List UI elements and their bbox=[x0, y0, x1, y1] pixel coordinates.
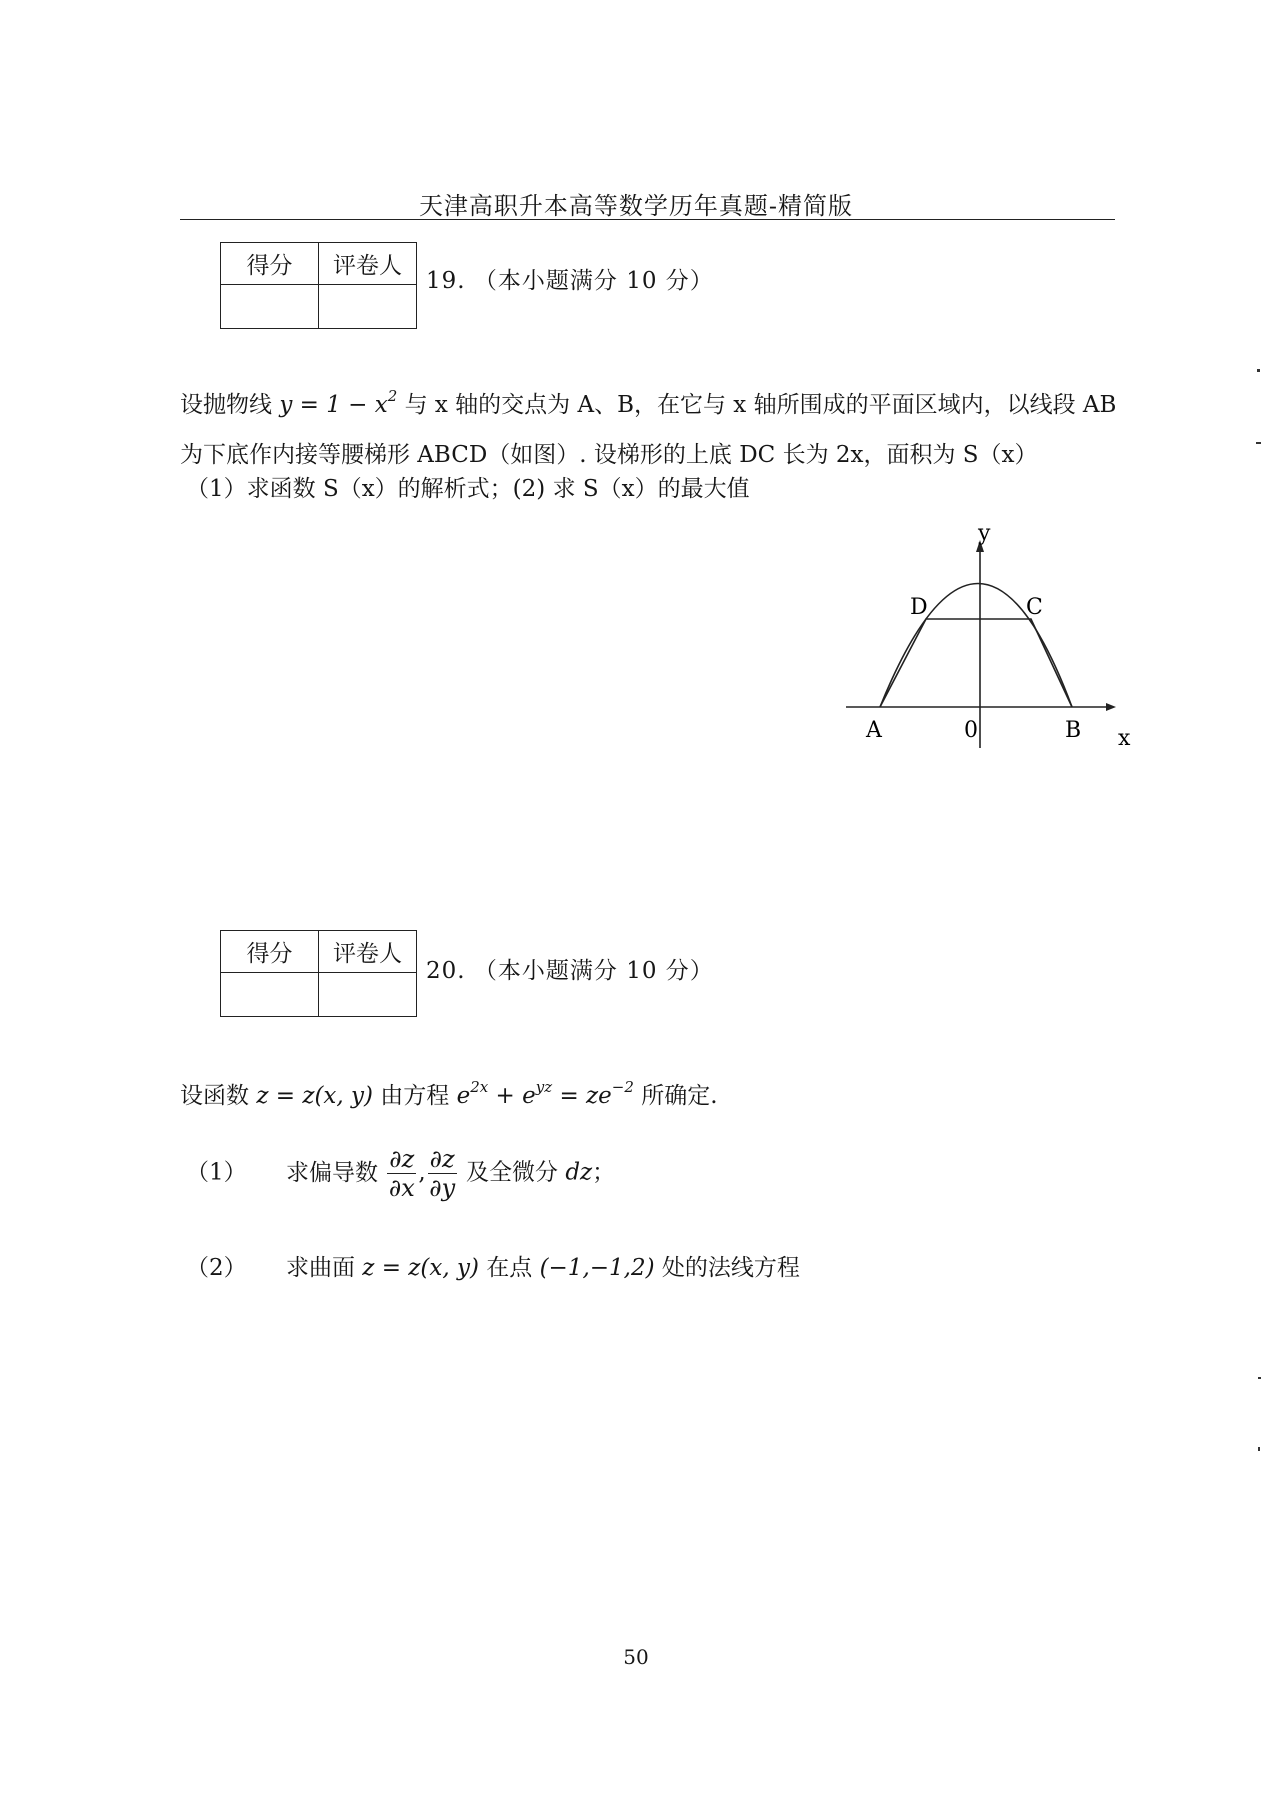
scan-speck bbox=[1257, 369, 1260, 372]
surface-z: z = z(x, y) bbox=[362, 1255, 479, 1281]
label-y: y bbox=[978, 521, 991, 546]
header-rule bbox=[180, 219, 1115, 220]
label-b: B bbox=[1065, 718, 1082, 743]
fraction-denominator: ∂x bbox=[388, 1174, 415, 1202]
page-number: 50 bbox=[623, 1645, 649, 1669]
scan-speck bbox=[1258, 1447, 1260, 1451]
score-cell bbox=[221, 973, 319, 1017]
question-19-heading: 19. （本小题满分 10 分） bbox=[426, 268, 714, 294]
label-a: A bbox=[866, 718, 882, 743]
q19-line-1 bbox=[180, 389, 1116, 417]
q20-intro-prefix: 设函数 bbox=[180, 1083, 249, 1109]
parabola-equation: y = 1 − x bbox=[279, 392, 388, 418]
fraction-numerator: ∂z bbox=[429, 1145, 455, 1173]
score-cell bbox=[221, 285, 319, 329]
q20-part-2 bbox=[186, 1257, 800, 1280]
trapezoid-figure bbox=[840, 520, 1140, 760]
part1-text: 求偏导数 bbox=[285, 1159, 378, 1186]
part2-mid: 在点 bbox=[486, 1255, 533, 1281]
q19-line1-suffix: 与 x 轴的交点为 A、B，在它与 x 轴所围成的平面区域内，以线段 AB bbox=[404, 392, 1117, 418]
part2-label: （2） bbox=[186, 1255, 247, 1281]
grader-cell bbox=[319, 973, 417, 1017]
scan-speck bbox=[1256, 442, 1261, 444]
page-header-title: 天津高职升本高等数学历年真题-精简版 bbox=[418, 192, 854, 220]
partial-z-x-fraction bbox=[387, 1145, 416, 1202]
fraction-denominator: ∂y bbox=[429, 1174, 456, 1202]
function-z: z = z(x, y) bbox=[256, 1083, 373, 1109]
exp-e3-power: −2 bbox=[611, 1078, 634, 1096]
fraction-comma: , bbox=[418, 1159, 426, 1186]
score-header: 得分 bbox=[221, 931, 319, 973]
total-differential: dz bbox=[565, 1159, 593, 1186]
exp-eq-ze: = ze bbox=[552, 1083, 612, 1109]
partial-z-y-fraction bbox=[428, 1145, 457, 1202]
part2-suffix: 处的法线方程 bbox=[661, 1255, 800, 1281]
label-c: C bbox=[1026, 595, 1043, 620]
score-table-q19 bbox=[220, 242, 417, 329]
label-origin: 0 bbox=[964, 718, 978, 743]
q20-intro bbox=[180, 1080, 718, 1108]
x-axis-arrow bbox=[1106, 703, 1116, 711]
q19-line-3: （1）求函数 S（x）的解析式；(2) 求 S（x）的最大值 bbox=[186, 476, 750, 502]
grader-header: 评卷人 bbox=[319, 243, 417, 285]
q20-part-1 bbox=[186, 1145, 615, 1202]
score-header: 得分 bbox=[221, 243, 319, 285]
fraction-numerator: ∂z bbox=[389, 1145, 415, 1173]
parabola-exponent: 2 bbox=[387, 387, 398, 405]
question-20-heading: 20. （本小题满分 10 分） bbox=[426, 958, 714, 984]
part2-text: 求曲面 bbox=[285, 1255, 355, 1281]
part1-suffix: 及全微分 bbox=[466, 1159, 559, 1186]
part1-end: ； bbox=[592, 1159, 616, 1186]
grader-cell bbox=[319, 285, 417, 329]
exp-e1: e bbox=[456, 1083, 471, 1109]
label-x: x bbox=[1118, 726, 1131, 751]
point-coords: (−1,−1,2) bbox=[539, 1255, 655, 1281]
part1-label: （1） bbox=[186, 1159, 247, 1186]
q19-line-2: 为下底作内接等腰梯形 ABCD（如图）. 设梯形的上底 DC 长为 2x，面积为 S（x） bbox=[180, 442, 1038, 468]
label-d: D bbox=[910, 595, 928, 620]
q20-intro-suffix: 所确定. bbox=[641, 1083, 718, 1109]
exp-plus-e: + e bbox=[488, 1083, 536, 1109]
exp-e1-power: 2x bbox=[470, 1078, 489, 1096]
q20-intro-mid: 由方程 bbox=[380, 1083, 450, 1109]
exp-e2-power: yz bbox=[535, 1078, 553, 1096]
score-table-q20 bbox=[220, 930, 417, 1017]
scan-speck bbox=[1258, 1377, 1261, 1379]
grader-header: 评卷人 bbox=[319, 931, 417, 973]
trapezoid-abcd bbox=[880, 619, 1072, 707]
q19-line1-prefix: 设抛物线 bbox=[180, 392, 272, 418]
